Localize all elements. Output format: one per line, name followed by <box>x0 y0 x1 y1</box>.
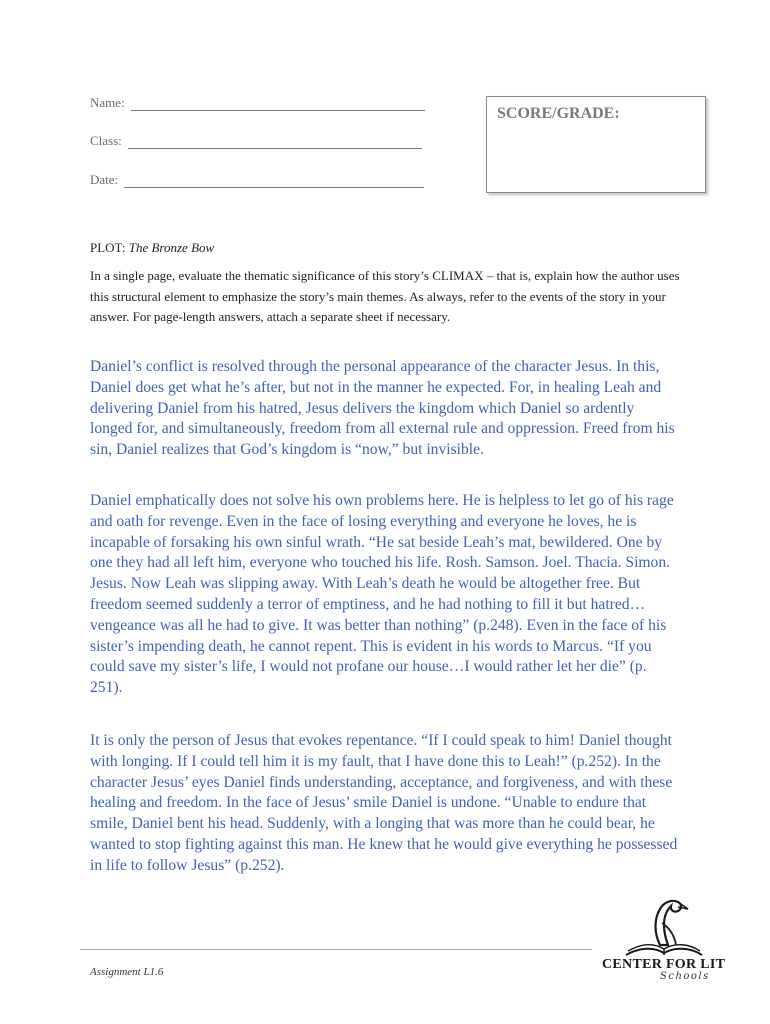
center-for-lit-logo <box>598 893 728 989</box>
answer-paragraph-1: Daniel’s conflict is resolved through the personal appearance of the character Jesus. In this, Daniel does get what he’s after, but not in the manner he expected. For, in healing Leah and delivering Daniel from his hatred, Jesus delivers the kingdom which Daniel so ardently longed for, and simultaneously, freedom from all external rule and oppression. Freed from his sin, Daniel realizes that God’s kingdom is “now,” but invisible. <box>90 358 675 459</box>
class-field-row <box>90 133 422 149</box>
answer-paragraph-2: Daniel emphatically does not solve his own problems here. He is helpless to let go of his rage and oath for revenge. Even in the face of losing everything and everyone he loves, he is incapable of forsaking his own sinful wrath. “He sat beside Leah’s mat, bewildered. One by one they had all left him, everyone who touched his life. Rosh. Samson. Joel. Thacia. Simon. Jesus. Now Leah was slipping away. With Leah’s death he would be altogether free. But freedom seemed suddenly a terror of emptiness, and he had nothing to fill it but hatred…vengeance was all he had to give. It was better than nothing” (p.248). Even in the face of his sister’s impending death, he cannot repent. This is evident in his words to Marcus. “If you could save my sister’s life, I would not profane our house…I would rather let her die” (p. 251). <box>90 492 674 697</box>
footer-divider <box>80 949 592 950</box>
class-input-line[interactable] <box>128 134 422 149</box>
name-label: Name: <box>90 95 125 110</box>
date-label: Date: <box>90 172 119 187</box>
name-input-line[interactable] <box>131 96 425 111</box>
logo-main-text: CENTER FOR LIT <box>602 957 726 972</box>
plot-prefix: PLOT: <box>90 240 129 255</box>
book-title: The Bronze Bow <box>128 240 215 255</box>
class-label: Class: <box>90 133 122 148</box>
assignment-instructions: In a single page, evaluate the thematic significance of this story’s CLIMAX – that is, explain how the author uses this structural element to emphasize the story’s main themes. As always, refer to the events of the story in your answer. For page-length answers, attach a separate sheet if necessary. <box>90 268 680 324</box>
date-field-row <box>90 172 424 188</box>
name-field-row <box>90 95 425 111</box>
answer-paragraph-3: It is only the person of Jesus that evokes repentance. “If I could speak to him! Daniel thought with longing. If I could tell him it is my fault, that I have done this to Leah!” (p.252). In the character Jesus’ eyes Daniel finds understanding, acceptance, and forgiveness, and with these healing and freedom. In the face of Jesus’ smile Daniel is undone. “Unable to endure that smile, Daniel bent his head. Suddenly, with a longing that was more than he could bear, he wanted to stop fighting against this man. He knew that he would give everything he possessed in life to follow Jesus” (p.252). <box>90 732 678 874</box>
assignment-number: Assignment L1.6 <box>90 966 164 978</box>
date-input-line[interactable] <box>124 173 424 188</box>
score-grade-label: SCORE/GRADE: <box>497 105 620 122</box>
logo-sub-text: Schools <box>660 971 710 982</box>
plot-heading <box>90 240 214 256</box>
score-grade-box[interactable] <box>486 96 706 193</box>
